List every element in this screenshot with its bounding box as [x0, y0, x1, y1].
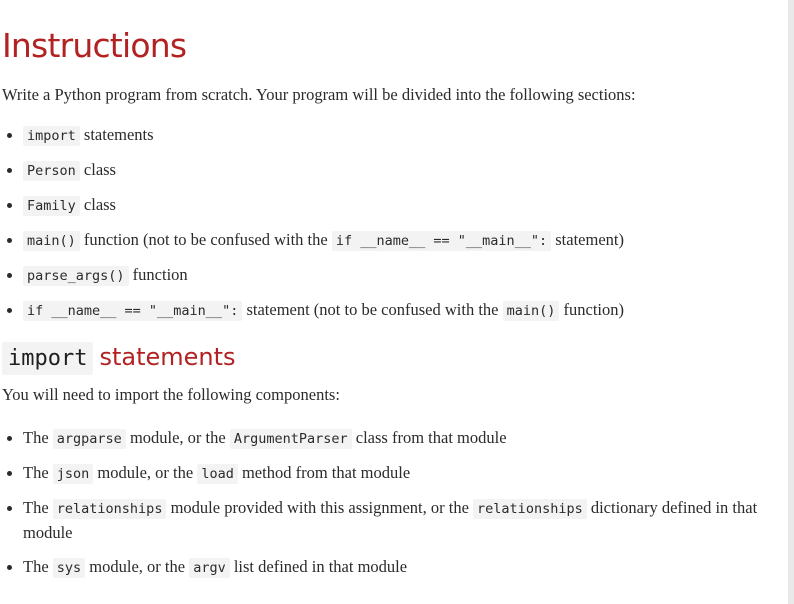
inline-code: argv: [189, 558, 230, 578]
inline-code: if __name__ == "__main__":: [23, 301, 242, 321]
scrollbar[interactable]: [788, 0, 794, 604]
list-item: Person class: [2, 158, 774, 183]
import-intro-paragraph: You will need to import the following components:: [2, 385, 340, 404]
inline-code: json: [53, 464, 94, 484]
list-item: The argparse module, or the ArgumentParser class from that module: [2, 426, 774, 451]
inline-code: load: [197, 464, 238, 484]
inline-code: if __name__ == "__main__":: [332, 231, 551, 251]
inline-code: import: [23, 126, 80, 146]
list-item: parse_args() function: [2, 263, 774, 288]
inline-code: argparse: [53, 429, 126, 449]
list-item: The relationships module provided with this assignment, or the relationships dictionary defined in that module: [2, 496, 774, 545]
inline-code: Person: [23, 161, 80, 181]
inline-code: relationships: [473, 499, 587, 519]
sections-list: [2, 123, 774, 323]
list-item: if __name__ == "__main__": statement (not to be confused with the main() function): [2, 298, 774, 323]
inline-code: Family: [23, 196, 80, 216]
list-item: Family class: [2, 193, 774, 218]
list-item: The sys module, or the argv list defined in that module: [2, 555, 774, 580]
heading-code: import: [2, 342, 93, 375]
inline-code: sys: [53, 558, 85, 578]
inline-code: parse_args(): [23, 266, 129, 286]
inline-code: relationships: [53, 499, 167, 519]
inline-code: main(): [23, 231, 80, 251]
import-statements-heading: import statements: [2, 339, 774, 377]
list-item: main() function (not to be confused with the if __name__ == "__main__": statement): [2, 228, 774, 253]
inline-code: ArgumentParser: [230, 429, 352, 449]
import-list: [2, 426, 774, 580]
intro-paragraph: Write a Python program from scratch. Your program will be divided into the following sections:: [2, 85, 636, 104]
list-item: import statements: [2, 123, 774, 148]
inline-code: main(): [503, 301, 560, 321]
list-item: The json module, or the load method from that module: [2, 461, 774, 486]
page-title: Instructions: [2, 26, 187, 65]
